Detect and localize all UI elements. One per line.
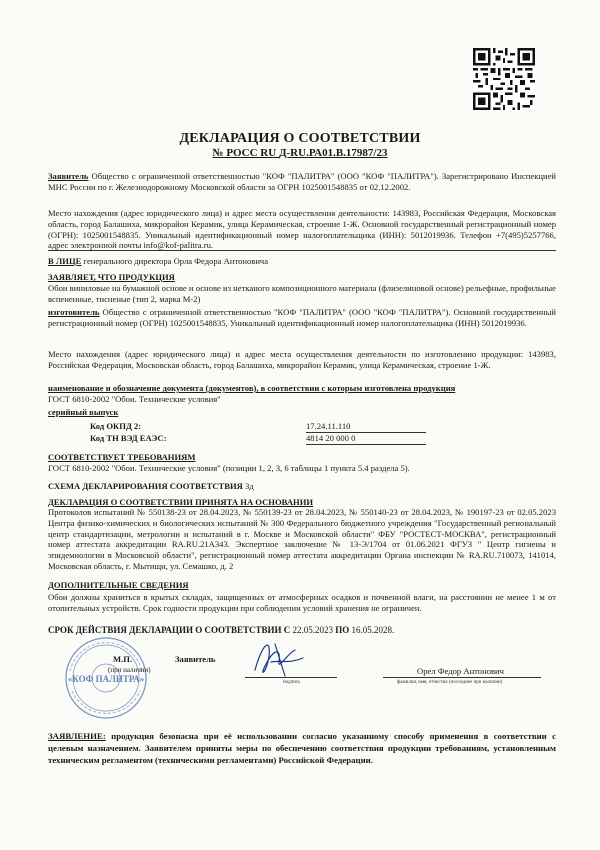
statement-label: ЗАЯВЛЕНИЕ: — [48, 731, 106, 741]
divider — [48, 250, 556, 251]
declaration-number — [0, 147, 600, 159]
validity-from: 22.05.2023 — [292, 625, 333, 635]
code-row — [48, 433, 556, 445]
code-value: 4814 20 000 0 — [306, 433, 426, 445]
requirements-text: ГОСТ 6810-2002 "Обои. Технические условия" (позиции 1, 2, 3, 6 таблицы 1 пункта 5.4 раздела 5). — [48, 463, 410, 473]
page-title: ДЕКЛАРАЦИЯ О СООТВЕТСТВИИ — [179, 131, 421, 146]
number-value: Д-RU.РА01.В.17987/23 — [278, 147, 388, 159]
signature — [245, 632, 310, 687]
series-label: серийный выпуск — [48, 407, 119, 417]
mp-label: М.П. — [113, 654, 133, 664]
document-text: ГОСТ 6810-2002 "Обои. Технические условия" — [48, 394, 221, 404]
basis-text: Протоколов испытаний № 550138-23 от 28.04.2023, № 550139-23 от 28.04.2023, № 550140-23 от 28.04.2023, № 190197-23 от 02.05.2023 Центра физико-химических и биологических испытаний № 300 Федерального бюджетного учреждения "Государственный региональный центр стандартизации, метрологии и испытаний в г. Москве и Московской области" ФБУ "РОСТЕСТ-МОСКВА", регистрационный номер аттестата аккредитации RA.RU.21А343. Экспертное заключение № 13-Э/1704 от 01.06.2021 ФГУЗ " Центр гигиены и эпидемиологии в Московской области", регистрационный номер аттестата аккредитации Органа инспекции № RA.RU.710073, 141014, Московская область, г. Мытищи, ул. Семашко, д. 2 — [48, 507, 556, 571]
signature-line — [245, 677, 337, 678]
signer-name: Орел Федор Антонович — [417, 666, 504, 676]
qr-code — [473, 48, 535, 110]
product-label: ЗАЯВЛЯЕТ, ЧТО ПРОДУКЦИЯ — [48, 272, 175, 282]
requirements-label: СООТВЕТСТВУЕТ ТРЕБОВАНИЯМ — [48, 452, 196, 462]
validity-prefix: СРОК ДЕЙСТВИЯ ДЕКЛАРАЦИИ О СООТВЕТСТВИИ С — [48, 625, 291, 635]
scheme-block — [48, 481, 556, 492]
number-prefix: № РОСС RU — [212, 147, 279, 159]
manufacturer-text: Общество с ограниченной ответственностью "КОФ "ПАЛИТРА" (ООО "КОФ "ПАЛИТРА"). Основной государственный регистрационный номер (ОГРН) 1025001548835, Уникальный идентификационный номер налогоплательщика (ИНН) 5012019936. — [48, 307, 556, 328]
company-stamp — [56, 635, 160, 721]
signature-caption: подпись — [283, 680, 301, 685]
applicant-address: Место нахождения (адрес юридического лица) и адрес места осуществления деятельности: 143983, Российская Федерация, Московская область, город Балашиха, микрорайон Керамик, улица Керамическая, строение 1-Ж. Основной государственный регистрационный номер (ОГРН): 1025001548835. Уникальный идентификационный номер налогоплательщика (ИНН): 5012019936. Телефон +7(495)5257766, адрес электронной почты info@kof-palitra.ru. — [48, 208, 556, 251]
applicant-text: Общество с ограниченной ответственностью "КОФ "ПАЛИТРА" (ООО "КОФ "ПАЛИТРА"). Зарегистрировано Инспекцией МНС России по г. Железнодорожному Московской области за ОГРН 1025001548835 от 02.12.2002. — [48, 171, 556, 192]
validity-mid: ПО — [335, 625, 350, 635]
scheme-label: СХЕМА ДЕКЛАРИРОВАНИЯ СООТВЕТСТВИЯ — [48, 481, 243, 491]
applicant-label: Заявитель — [48, 171, 89, 181]
person-block — [48, 256, 556, 267]
person-text: генерального директора Орла Федора Антоновича — [83, 256, 269, 266]
name-line — [383, 677, 541, 678]
manufacturer-block — [48, 307, 556, 329]
manufacturer-address: Место нахождения (адрес юридического лица) и адрес места осуществления деятельности по изготовлению продукции: 143983, Российская Федерация, Московская область, город Балашиха, микрорайон Керамик, улица Керамическая, строение 1-Ж. — [48, 349, 556, 370]
code-label: Код ТН ВЭД ЕАЭС: — [90, 433, 167, 443]
additional-label: ДОПОЛНИТЕЛЬНЫЕ СВЕДЕНИЯ — [48, 580, 189, 590]
validity-to: 16.05.2028. — [351, 625, 395, 635]
document-label: наименование и обозначение документа (документов), в соответствии с которым изготовлена продукция — [48, 383, 456, 393]
scheme-value: 3д — [245, 481, 254, 491]
mp-note: (при наличии) — [108, 666, 151, 674]
manufacturer-label: изготовитель — [48, 307, 100, 317]
name-caption: фамилия, имя, отчество (последнее при наличии) — [397, 680, 503, 685]
additional-text: Обои должны храниться в крытых складах, защищенных от атмосферных осадков и почвенной влаги, на расстоянии не менее 1 м от отопительных устройств. Срок годности продукции при соблюдении условий хранения не ограничен. — [48, 592, 556, 613]
code-row — [48, 421, 556, 433]
basis-label: ДЕКЛАРАЦИЯ О СООТВЕТСТВИИ ПРИНЯТА НА ОСНОВАНИИ — [48, 497, 314, 507]
applicant-sign-label: Заявитель — [175, 654, 216, 664]
product-text: Обои виниловые на бумажной основе и основе из нетканого композиционного материала (флизелиновой основе) рельефные, профильные вспененные, тисненые (тип 2, марка М-2) — [48, 283, 556, 304]
code-value: 17.24.11.110 — [306, 421, 426, 433]
code-label: Код ОКПД 2: — [90, 421, 142, 431]
applicant-block — [48, 171, 556, 193]
statement-text: продукция безопасна при её использовании согласно указанному способу применения в соответствии с целевым назначением. Заявителем приняты меры по обеспечению соответствия продукции требованиям, установленным техническим регламентом (техническими регламентами) Российской Федерации. — [48, 731, 556, 765]
person-label: В ЛИЦЕ — [48, 256, 82, 266]
stamp-text: «КОФ ПАЛИТРА» — [67, 674, 145, 684]
statement-block — [48, 730, 556, 766]
